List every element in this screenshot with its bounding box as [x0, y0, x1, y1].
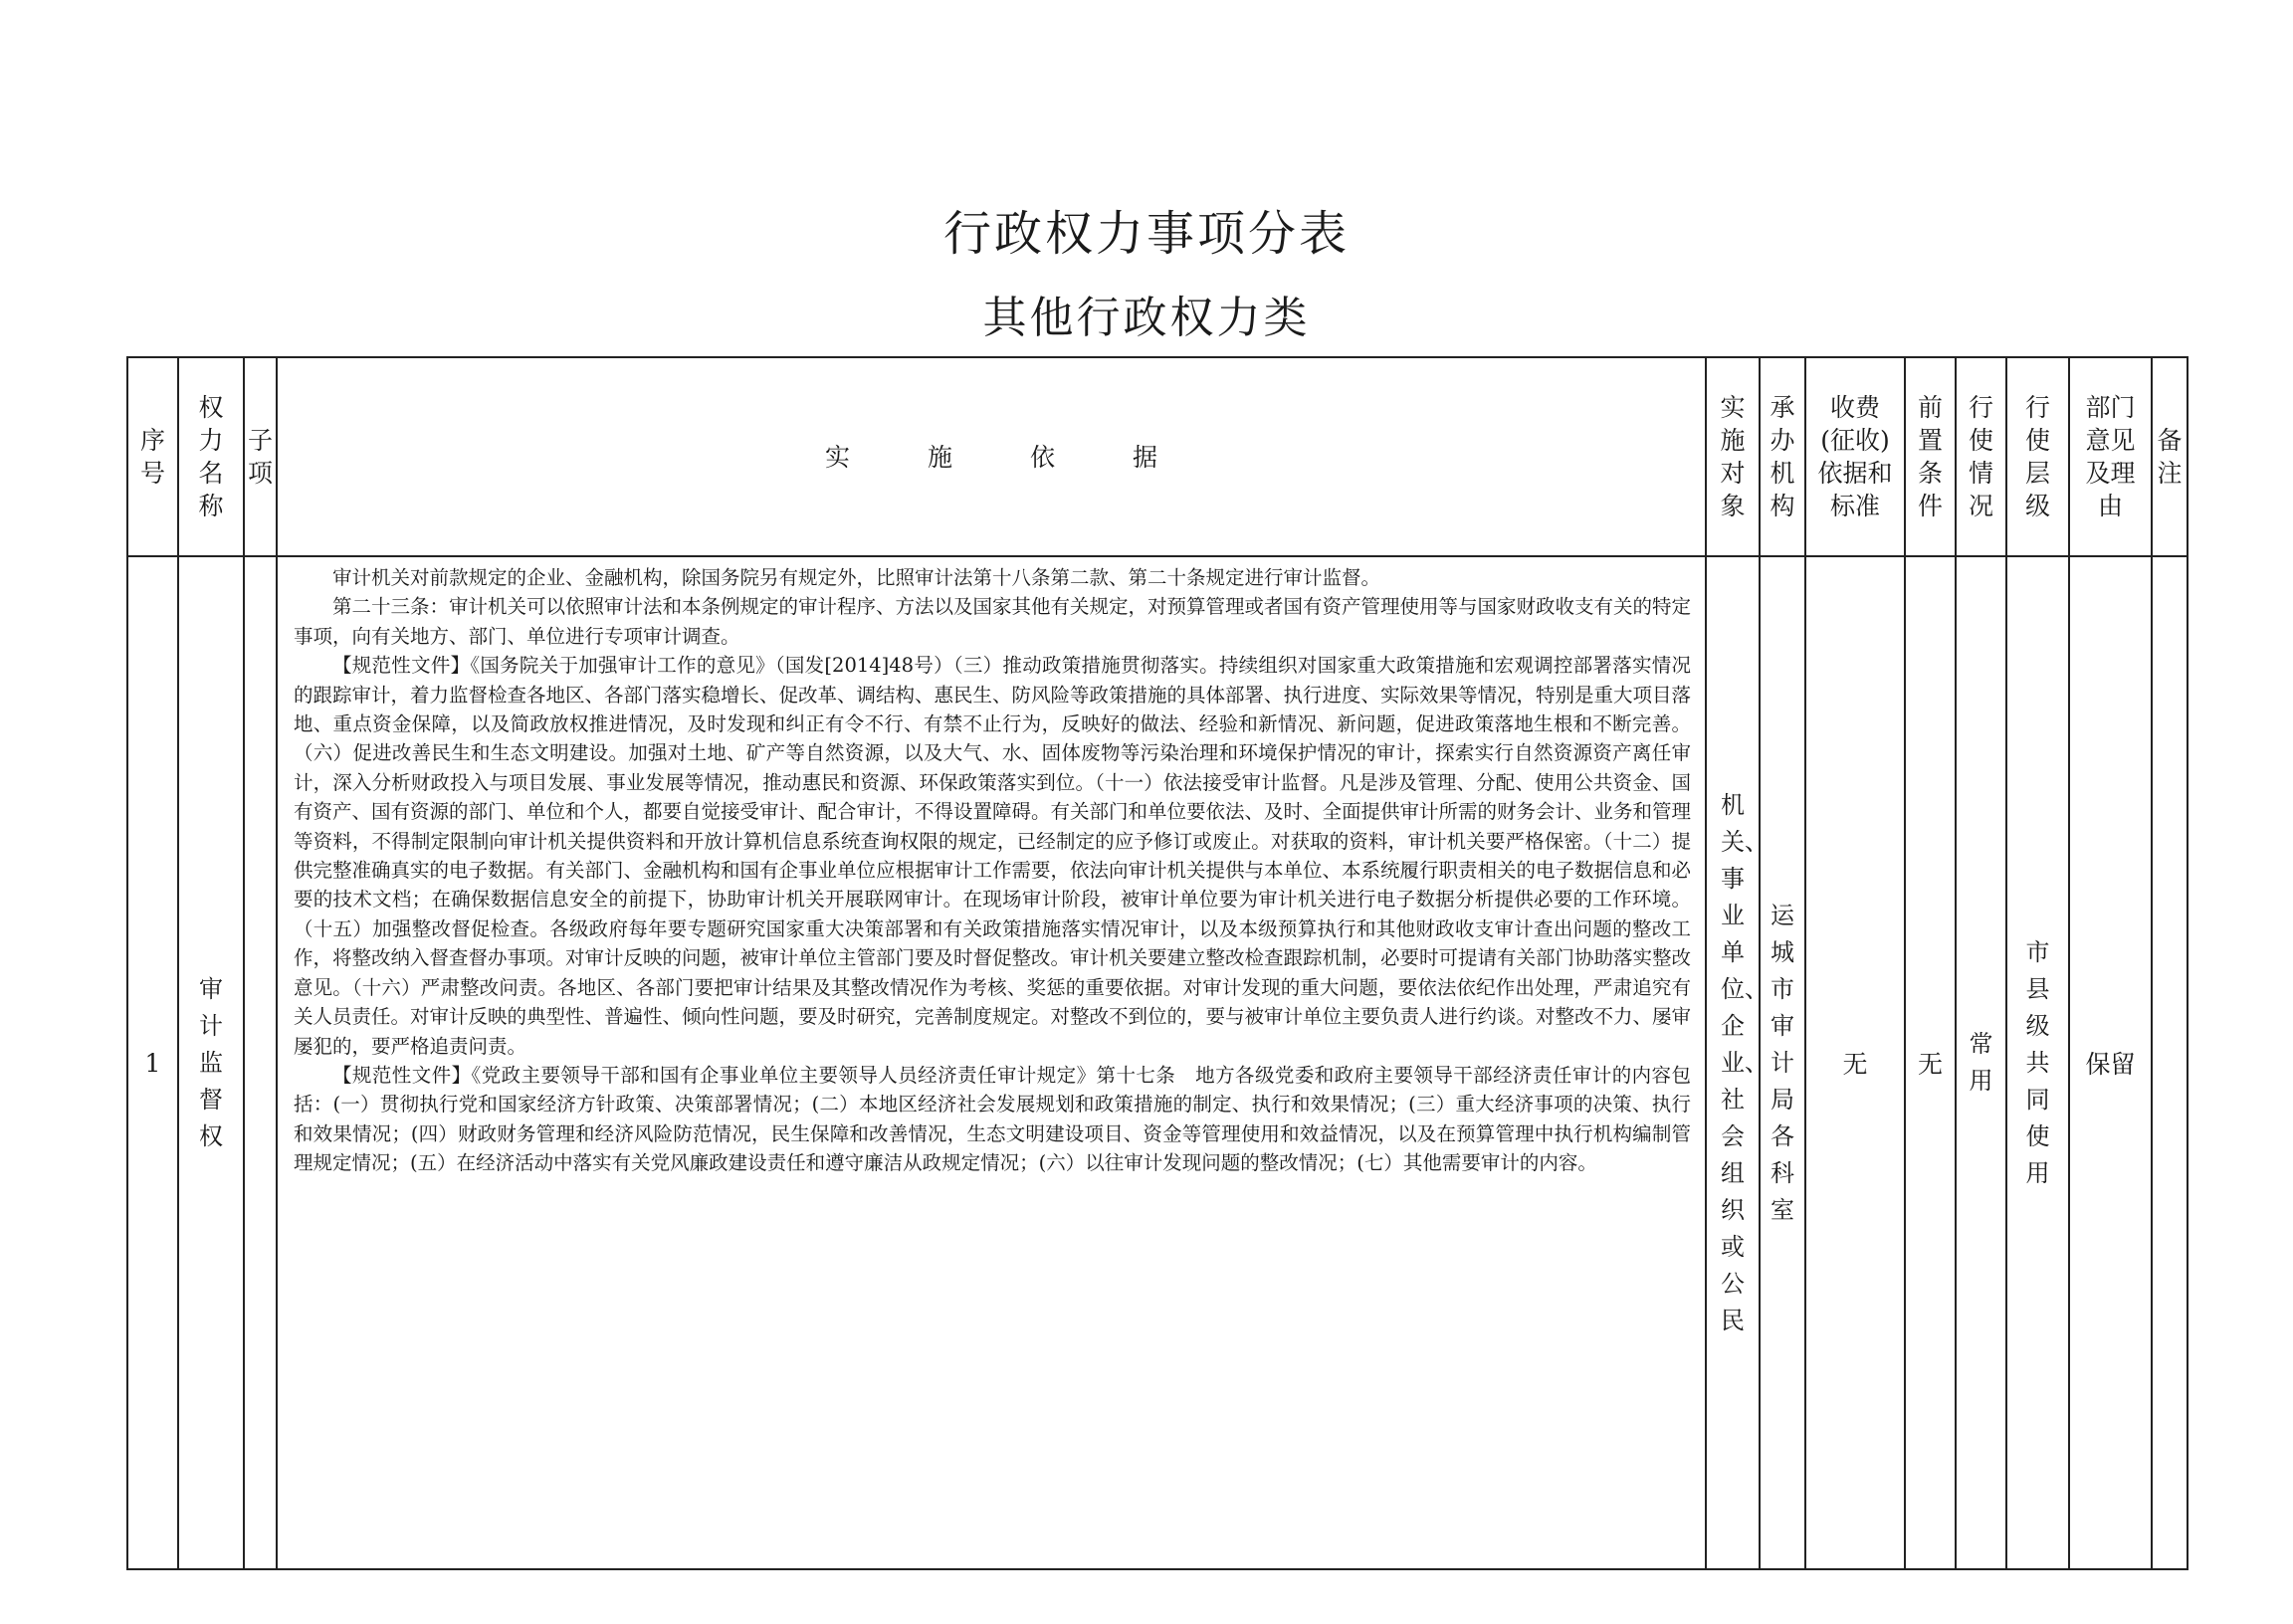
header-power-name: 权力名称: [178, 357, 244, 556]
basis-paragraph: 【规范性文件】《国务院关于加强审计工作的意见》（国发[2014]48号）（三）推动政策措施贯彻落实。持续组织对国家重大政策措施和宏观调控部署落实情况的跟踪审计，着力监督检查各地区、各部门落实稳增长、促改革、调结构、惠民生、防风险等政策措施的具体部署、执行进度、实际效果等情况，特别是重大项目落地、重点资金保障，以及简政放权推进情况，及时发现和纠正有令不行、有禁不止行为，反映好的做法、经验和新情况、新问题，促进政策落地生根和不断完善。（六）促进改善民生和生态文明建设。加强对土地、矿产等自然资源，以及大气、水、固体废物等污染治理和环境保护情况的审计，探索实行自然资源资产离任审计，深入分析财政投入与项目发展、事业发展等情况，推动惠民和资源、环保政策落实到位。（十一）依法接受审计监督。凡是涉及管理、分配、使用公共资金、国有资产、国有资源的部门、单位和个人，都要自觉接受审计、配合审计，不得设置障碍。有关部门和单位要依法、及时、全面提供审计所需的财务会计、业务和管理等资料，不得制定限制向审计机关提供资料和开放计算机信息系统查询权限的规定，已经制定的应予修订或废止。对获取的资料，审计机关要严格保密。（十二）提供完整准确真实的电子数据。有关部门、金融机构和国有企事业单位应根据审计工作需要，依法向审计机关提供与本单位、本系统履行职责相关的电子数据信息和必要的技术文档；在确保数据信息安全的前提下，协助审计机关开展联网审计。在现场审计阶段，被审计单位要为审计机关进行电子数据分析提供必要的工作环境。（十五）加强整改督促检查。各级政府每年要专题研究国家重大决策部署和有关政策措施落实情况审计，以及本级预算执行和其他财政收支审计查出问题的整改工作，将整改纳入督查督办事项。对审计反映的问题，被审计单位主管部门要及时督促整改。审计机关要建立整改检查跟踪机制，必要时可提请有关部门协助落实整改意见。（十六）严肃整改问责。各地区、各部门要把审计结果及其整改情况作为考核、奖惩的重要依据。对审计发现的重大问题，要依法依纪作出处理，严肃追究有关人员责任。对审计反映的典型性、普遍性、倾向性问题，要及时研究，完善制度规定。对整改不到位的，要与被审计单位主要负责人进行约谈。对整改不力、屡审屡犯的，要严格追责问责。: [294, 654, 1692, 1058]
header-fee: 收费(征收)依据和标准: [1805, 357, 1905, 556]
basis-paragraph: 审计机关对前款规定的企业、金融机构，除国务院另有规定外，比照审计法第十八条第二款、第二十条规定进行审计监督。: [332, 566, 1381, 589]
document-subtitle: 其他行政权力类: [982, 293, 1311, 343]
cell-basis: [277, 556, 1706, 1569]
document-title: 行政权力事项分表: [942, 206, 1350, 262]
cell-exercise-status: 常用: [1956, 556, 2006, 1569]
header-sub-item: 子项: [244, 357, 277, 556]
header-seq: 序号: [127, 357, 178, 556]
cell-precondition: 无: [1905, 556, 1956, 1569]
cell-dept-opinion: 保留: [2069, 556, 2152, 1569]
cell-seq: 1: [127, 556, 178, 1569]
header-remark: 备注: [2152, 357, 2188, 556]
header-precondition: 前置条件: [1905, 357, 1956, 556]
cell-target: 机关、事业单位、企业、社会组织或公民: [1706, 556, 1760, 1569]
header-exercise-level: 行使层级: [2006, 357, 2069, 556]
header-target: 实施对象: [1706, 357, 1760, 556]
power-items-table: [126, 356, 2189, 1570]
header-exercise-status: 行使情况: [1956, 357, 2006, 556]
cell-power-name: 审计监督权: [178, 556, 244, 1569]
basis-paragraph: 第二十三条：审计机关可以依照审计法和本条例规定的审计程序、方法以及国家其他有关规定，对预算管理或者国有资产管理使用等与国家财政收支有关的特定事项，向有关地方、部门、单位进行专项审计调查。: [294, 595, 1692, 648]
header-agency: 承办机构: [1760, 357, 1805, 556]
cell-fee: 无: [1805, 556, 1905, 1569]
basis-paragraph: 【规范性文件】《党政主要领导干部和国有企事业单位主要领导人员经济责任审计规定》第十七条 地方各级党委和政府主要领导干部经济责任审计的内容包括：(一）贯彻执行党和国家经济方针政策、决策部署情况；(二）本地区经济社会发展规划和政策措施的制定、执行和效果情况；(三）重大经济事项的决策、执行和效果情况；(四）财政财务管理和经济风险防范情况，民生保障和改善情况，生态文明建设项目、资金等管理使用和效益情况，以及在预算管理中执行机构编制管理规定情况；(五）在经济活动中落实有关党风廉政建设责任和遵守廉洁从政规定情况；(六）以往审计发现问题的整改情况；(七）其他需要审计的内容。: [294, 1063, 1691, 1175]
cell-sub-item: [244, 556, 277, 1569]
cell-agency: 运城市审计局各科室: [1760, 556, 1805, 1569]
table-header-row: [127, 357, 2188, 556]
cell-remark: [2152, 556, 2188, 1569]
table-row: [127, 556, 2188, 1569]
cell-exercise-level: 市县级共同使用: [2006, 556, 2069, 1569]
header-basis: 实施依据: [277, 357, 1706, 556]
header-dept-opinion: 部门意见及理由: [2069, 357, 2152, 556]
